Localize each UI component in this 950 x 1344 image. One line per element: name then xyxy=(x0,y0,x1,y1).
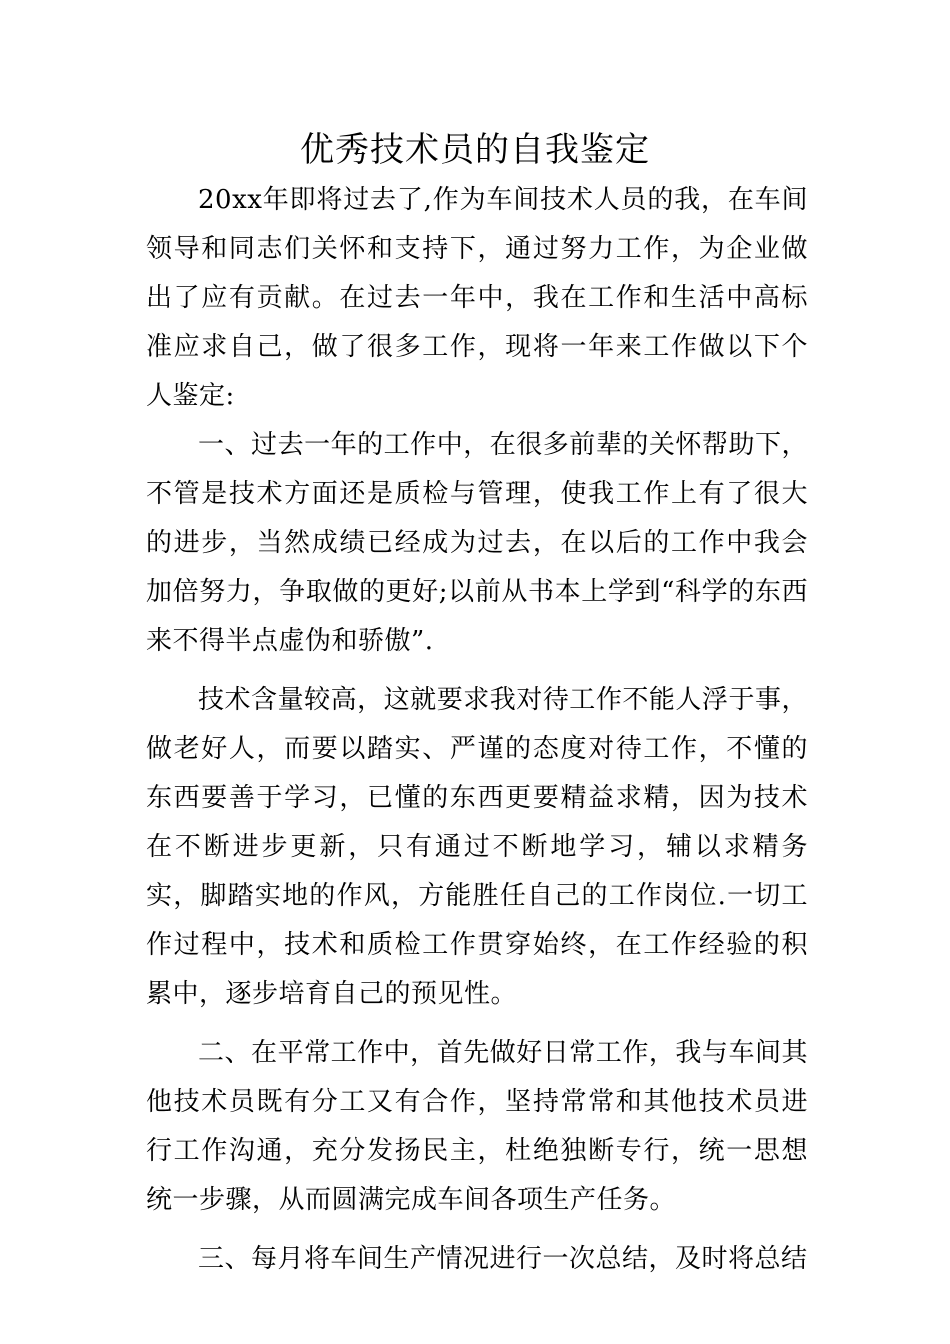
document-body xyxy=(146,176,808,1284)
paragraph-intro: 20xx年即将过去了,作为车间技术人员的我，在车间领导和同志们关怀和支持下，通过努力工作，为企业做出了应有贡献。在过去一年中，我在工作和生活中高标准应求自己，做了很多工作，现将一年来工作做以下个人鉴定: xyxy=(146,185,808,411)
paragraph-section-3: 三、每月将车间生产情况进行一次总结，及时将总结 xyxy=(198,1244,808,1274)
paragraph-section-1: 一、过去一年的工作中，在很多前辈的关怀帮助下，不管是技术方面还是质检与管理，使我工作上有了很大的进步，当然成绩已经成为过去，在以后的工作中我会加倍努力，争取做的更好;以前从书本上学到“科学的东西来不得半点虚伪和骄傲”. xyxy=(146,430,808,656)
paragraph-section-2: 二、在平常工作中，首先做好日常工作，我与车间其他技术员既有分工又有合作，坚持常常和其他技术员进行工作沟通，充分发扬民主，杜绝独断专行，统一思想统一步骤，从而圆满完成车间各项生产任务。 xyxy=(146,1038,808,1215)
document-title: 优秀技术员的自我鉴定 xyxy=(300,130,650,170)
paragraph-technical-content: 技术含量较高，这就要求我对待工作不能人浮于事，做老好人，而要以踏实、严谨的态度对待工作，不懂的东西要善于学习，已懂的东西更要精益求精，因为技术在不断进步更新，只有通过不断地学习，辅以求精务实，脚踏实地的作风，方能胜任自己的工作岗位.一切工作过程中，技术和质检工作贯穿始终，在工作经验的积累中，逐步培育自己的预见性。 xyxy=(146,685,808,1009)
